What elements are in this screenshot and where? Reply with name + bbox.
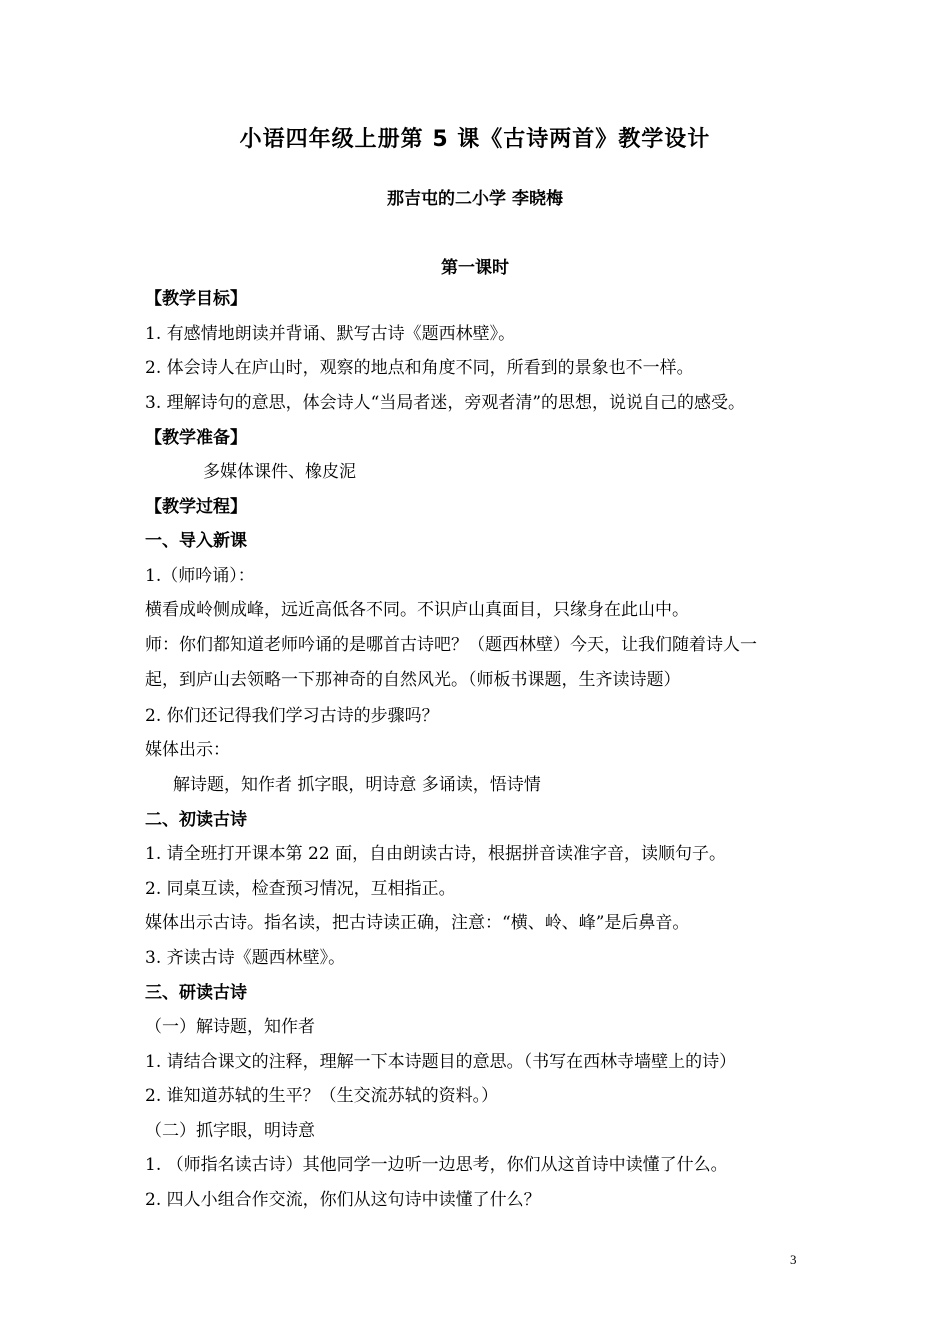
body-line: 起，到庐山去领略一下那神奇的自然风光。（师板书课题，生齐读诗题） [145, 670, 681, 690]
body-line: 媒体出示古诗。指名读，把古诗读正确，注意：“横、岭、峰”是后鼻音。 [145, 913, 690, 933]
objective-line: 1. 有感情地朗读并背诵、默写古诗《题西林壁》。 [145, 324, 516, 344]
body-line: 媒体出示： [145, 740, 230, 760]
body-line: （一）解诗题，知作者 [145, 1017, 315, 1037]
body-line: （二）抓字眼，明诗意 [145, 1121, 315, 1141]
lesson-label: 第一课时 [441, 258, 509, 278]
body-line: 师：你们都知道老师吟诵的是哪首古诗吧？（题西林壁）今天，让我们随着诗人一 [145, 635, 757, 655]
section-heading-process: 【教学过程】 [145, 497, 247, 517]
poem-line: 横看成岭侧成峰，远近高低各不同。不识庐山真面目，只缘身在此山中。 [145, 600, 689, 620]
objective-line: 2. 体会诗人在庐山时，观察的地点和角度不同，所看到的景象也不一样。 [145, 358, 694, 378]
section-heading-preparation: 【教学准备】 [145, 428, 247, 448]
body-line: 1. （师指名读古诗）其他同学一边听一边思考，你们从这首诗中读懂了什么。 [145, 1155, 728, 1175]
body-line: 2. 同桌互读，检查预习情况，互相指正。 [145, 879, 456, 899]
document-title: 小语四年级上册第 5 课《古诗两首》教学设计 [239, 127, 711, 152]
subsection-heading: 一、导入新课 [145, 531, 247, 551]
body-line: 3. 齐读古诗《题西林壁》。 [145, 948, 346, 968]
section-heading-objectives: 【教学目标】 [145, 289, 247, 309]
body-line: 2. 你们还记得我们学习古诗的步骤吗？ [145, 706, 439, 726]
body-line: 2. 谁知道苏轼的生平？（生交流苏轼的资料。） [145, 1086, 499, 1106]
subsection-heading: 三、研读古诗 [145, 983, 247, 1003]
body-line: 1. 请结合课文的注释，理解一下本诗题目的意思。（书写在西林寺墙壁上的诗） [145, 1052, 737, 1072]
objective-line: 3. 理解诗句的意思，体会诗人“当局者迷，旁观者清”的思想，说说自己的感受。 [145, 393, 746, 413]
subsection-heading: 二、初读古诗 [145, 810, 247, 830]
body-line: 解诗题，知作者 抓字眼，明诗意 多诵读，悟诗情 [173, 775, 541, 795]
page-number: 3 [790, 1252, 797, 1267]
preparation-line: 多媒体课件、橡皮泥 [203, 462, 356, 482]
body-line: 2. 四人小组合作交流，你们从这句诗中读懂了什么？ [145, 1190, 541, 1210]
body-line: 1. 请全班打开课本第 22 面，自由朗读古诗，根据拼音读准字音，读顺句子。 [145, 844, 727, 864]
body-line: 1.（师吟诵）： [145, 566, 255, 586]
author-line: 那吉屯的二小学 李晓梅 [387, 189, 563, 209]
